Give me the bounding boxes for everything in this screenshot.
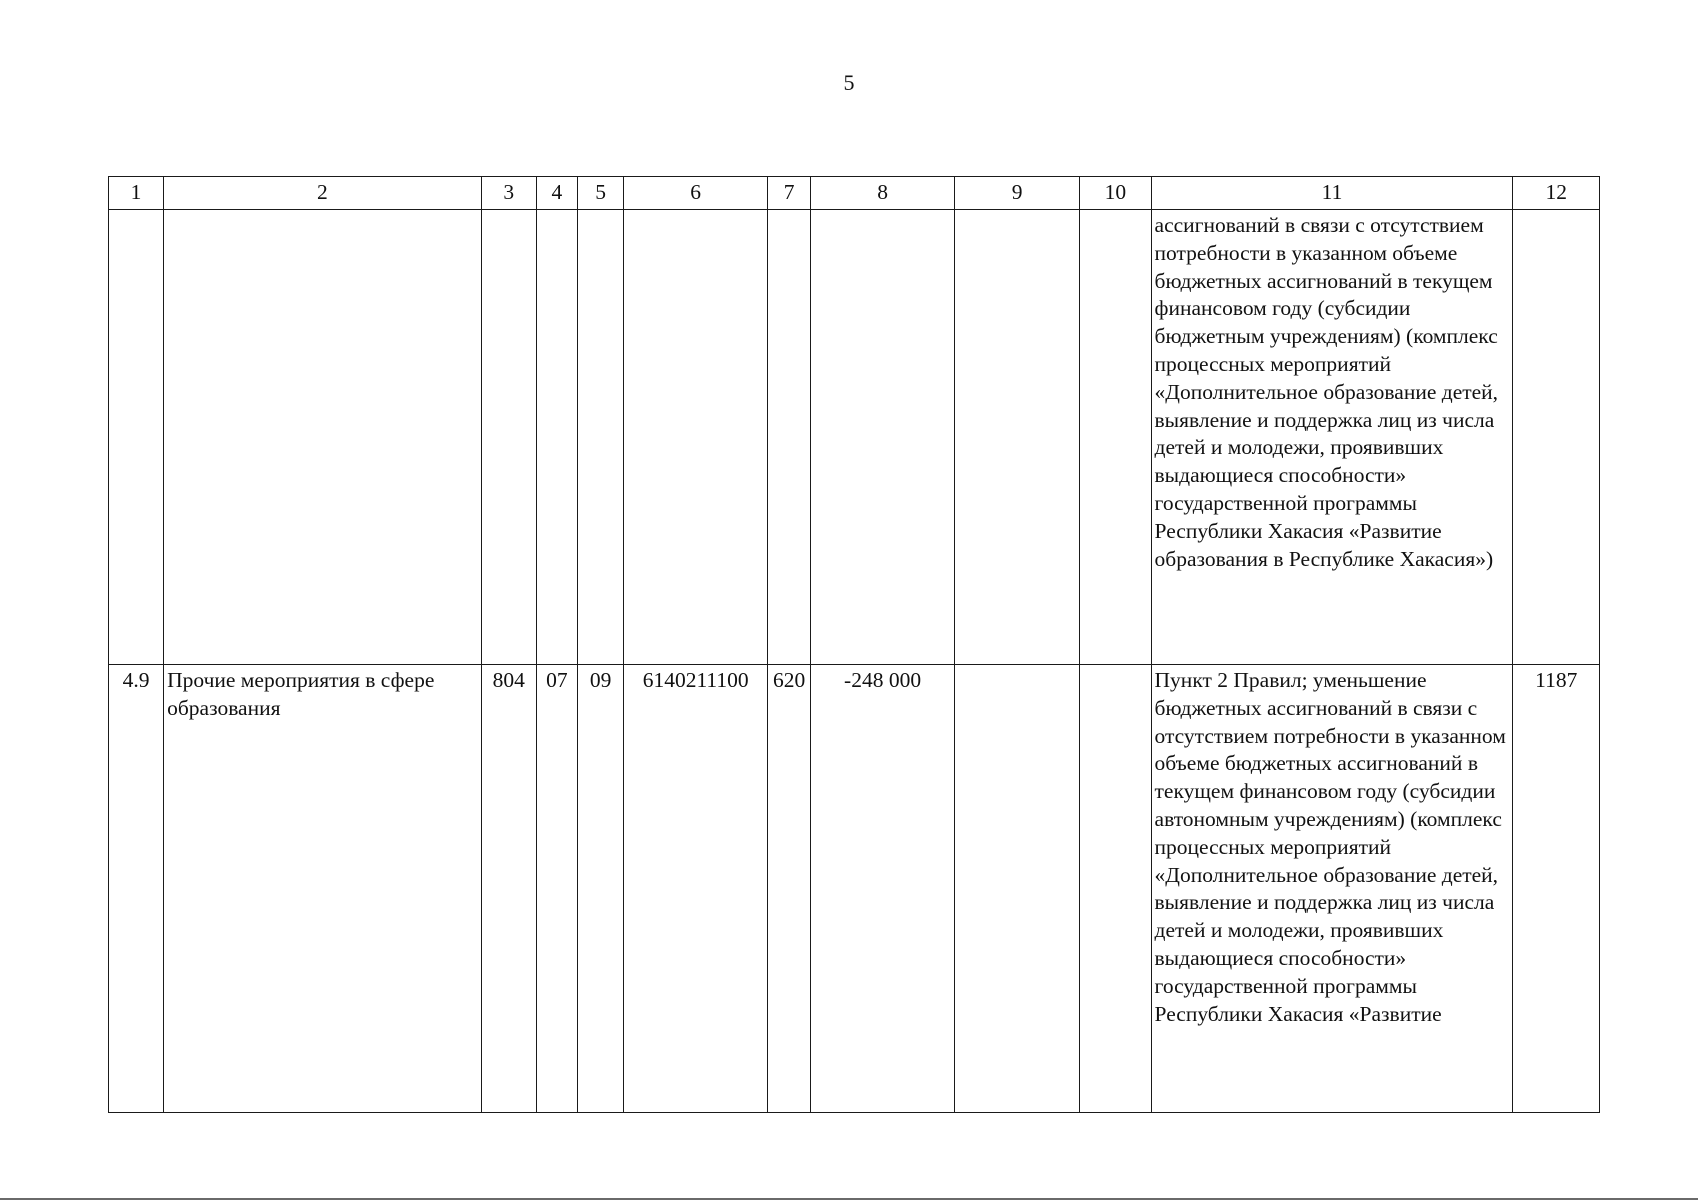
header-col-4: 4	[536, 177, 577, 210]
page-number: 5	[843, 70, 855, 95]
cell-section: 07	[536, 665, 577, 1113]
header-col-10: 10	[1080, 177, 1151, 210]
cell-amount: -248 000	[811, 665, 955, 1113]
cell-expense-type	[768, 210, 811, 665]
cell-item-number	[109, 210, 164, 665]
header-col-5: 5	[577, 177, 623, 210]
cell-item-number: 4.9	[109, 665, 164, 1113]
cell-basis-note: Пункт 2 Правил; уменьшение бюджетных ассигнований в связи с отсутствием потребности в указанном объеме бюджетных ассигнований в текущем финансовом году (субсидии автономным учреждениям) (комплекс процессных мероприятий «Дополнительное образование детей, выявление и поддержка лиц из числа детей и молодежи, проявивших выдающиеся способности» государственной программы Республики Хакасия «Развитие	[1151, 665, 1513, 1113]
header-col-9: 9	[954, 177, 1079, 210]
cell-section	[536, 210, 577, 665]
cell-col-9	[954, 210, 1079, 665]
header-col-11: 11	[1151, 177, 1513, 210]
header-col-7: 7	[768, 177, 811, 210]
cell-subsection: 09	[577, 665, 623, 1113]
table-row-4-9	[109, 665, 1600, 1113]
header-row	[109, 177, 1600, 210]
cell-subsection	[577, 210, 623, 665]
cell-ministry-code	[481, 210, 536, 665]
cell-amount	[811, 210, 955, 665]
header-col-1: 1	[109, 177, 164, 210]
cell-target-article: 6140211100	[624, 665, 768, 1113]
cell-col-9	[954, 665, 1079, 1113]
header-col-2: 2	[164, 177, 482, 210]
cell-col-12: 1187	[1513, 665, 1600, 1113]
header-col-8: 8	[811, 177, 955, 210]
cell-item-name	[164, 210, 482, 665]
cell-expense-type: 620	[768, 665, 811, 1113]
cell-col-10	[1080, 665, 1151, 1113]
header-col-12: 12	[1513, 177, 1600, 210]
cell-col-12	[1513, 210, 1600, 665]
budget-table	[108, 176, 1600, 1113]
cell-item-name: Прочие мероприятия в сфере образования	[164, 665, 482, 1113]
cell-col-10	[1080, 210, 1151, 665]
table-row-continuation	[109, 210, 1600, 665]
cell-target-article	[624, 210, 768, 665]
header-col-6: 6	[624, 177, 768, 210]
header-col-3: 3	[481, 177, 536, 210]
cell-ministry-code: 804	[481, 665, 536, 1113]
cell-basis-note: ассигнований в связи с отсутствием потребности в указанном объеме бюджетных ассигнований в текущем финансовом году (субсидии бюджетным учреждениям) (комплекс процессных мероприятий «Дополнительное образование детей, выявление и поддержка лиц из числа детей и молодежи, проявивших выдающиеся способности» государственной программы Республики Хакасия «Развитие образования в Республике Хакасия»)	[1151, 210, 1513, 665]
